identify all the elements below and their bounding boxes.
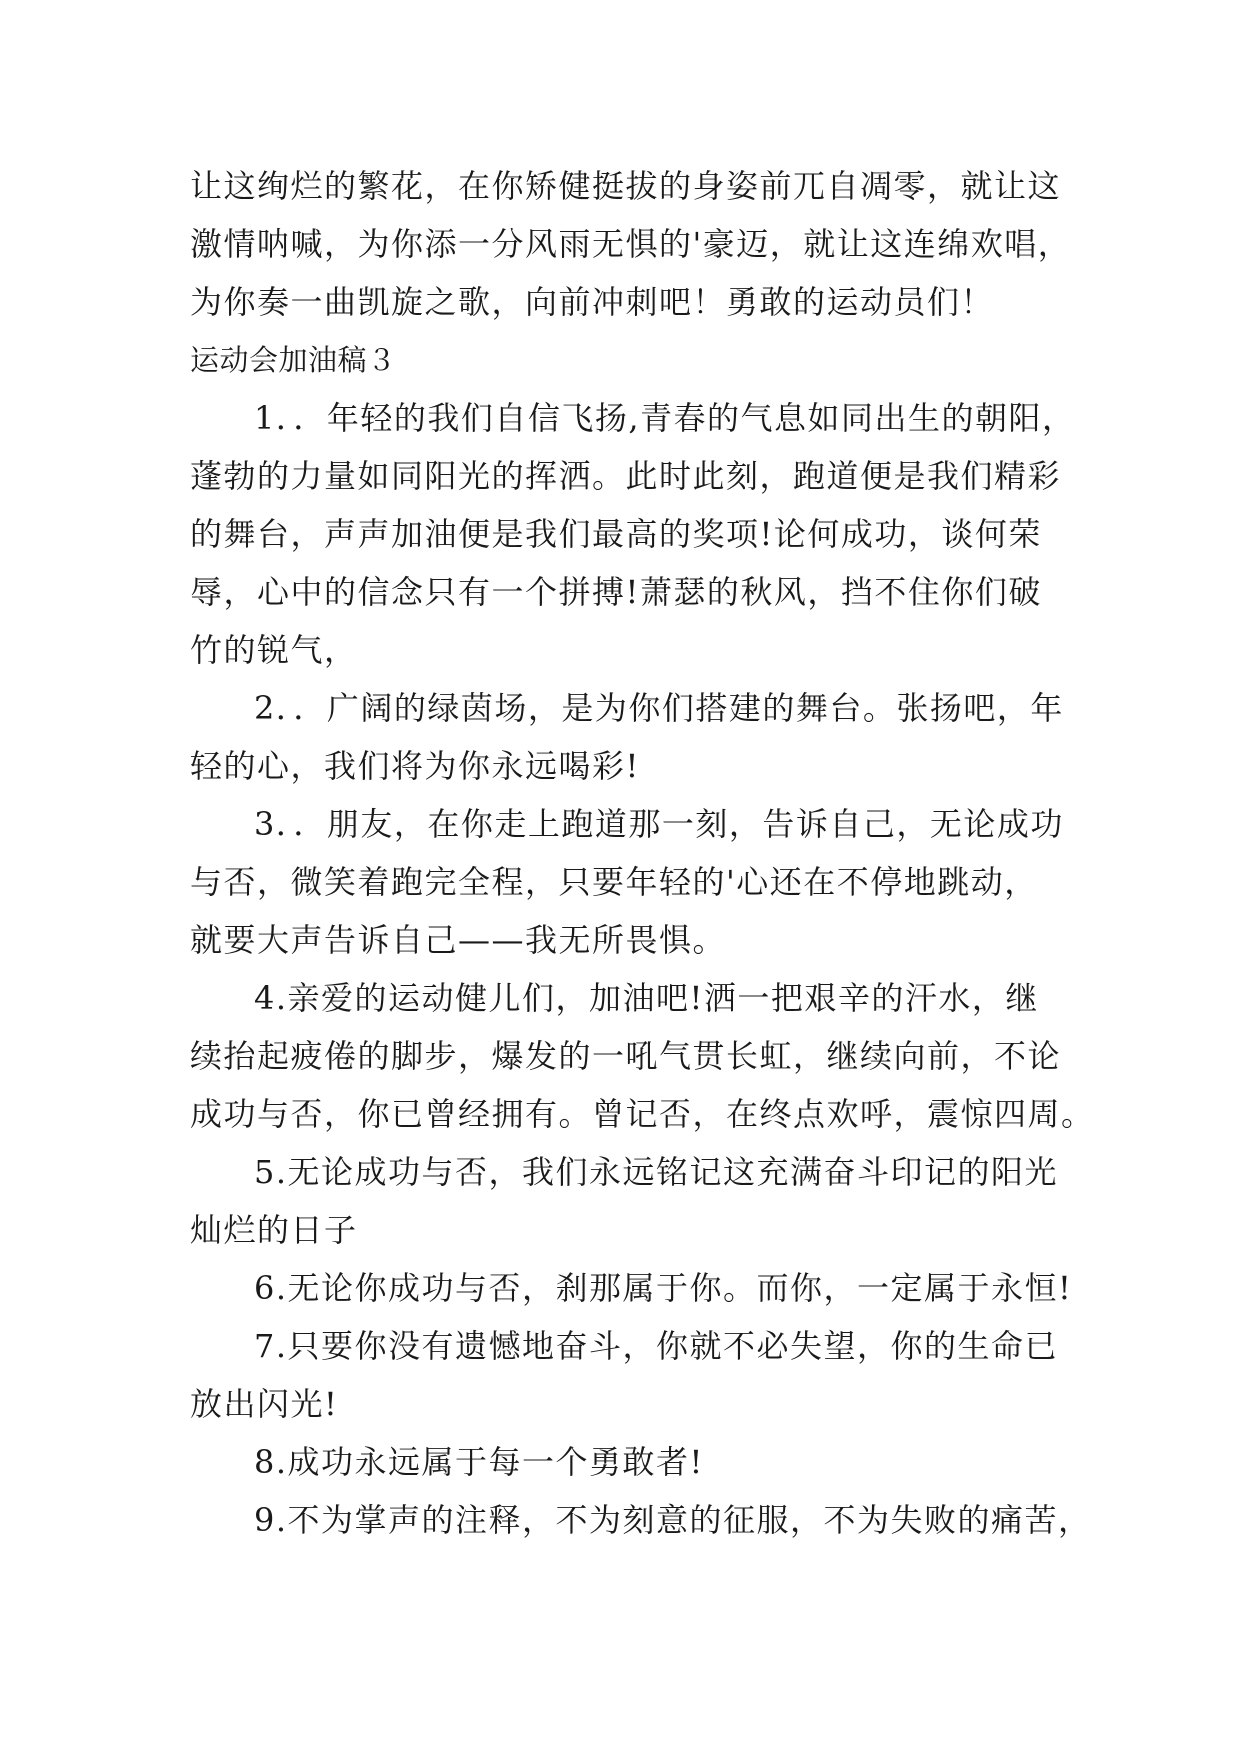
section-title: 运动会加油稿３ <box>190 343 397 377</box>
item-2-line: 2．．广阔的绿茵场，是为你们搭建的舞台。张扬吧，年 <box>254 689 1064 727</box>
item-1-line: 的舞台，声声加油便是我们最高的奖项!论何成功，谈何荣 <box>190 515 1042 553</box>
item-3-line: 与否，微笑着跑完全程，只要年轻的'心还在不停地跳动， <box>190 863 1038 901</box>
item-1-line: 辱，心中的信念只有一个拼搏!萧瑟的秋风，挡不住你们破 <box>190 573 1042 611</box>
item-4-line: 4.亲爱的运动健儿们，加油吧!洒一把艰辛的汗水，继 <box>254 979 1039 1017</box>
item-7-line: 7.只要你没有遗憾地奋斗，你就不必失望，你的生命已 <box>254 1327 1059 1365</box>
item-5-line: 灿烂的日子 <box>190 1211 358 1249</box>
intro-line: 为你奏一曲凯旋之歌，向前冲刺吧！勇敢的运动员们！ <box>190 283 995 321</box>
item-1-line: 1．．年轻的我们自信飞扬,青春的气息如同出生的朝阳， <box>254 399 1076 437</box>
item-4-line: 成功与否，你已曾经拥有。曾记否，在终点欢呼，震惊四周。 <box>190 1095 1095 1133</box>
item-3-line: 就要大声告诉自己——我无所畏惧。 <box>190 921 727 959</box>
document-body <box>190 157 1095 1549</box>
item-4-line: 续抬起疲倦的脚步，爆发的一吼气贯长虹，继续向前，不论 <box>190 1037 1062 1075</box>
item-1-line: 竹的锐气， <box>190 631 358 669</box>
item-1-line: 蓬勃的力量如同阳光的挥洒。此时此刻，跑道便是我们精彩 <box>190 457 1062 495</box>
item-7-line: 放出闪光! <box>190 1385 339 1423</box>
item-8-line: 8.成功永远属于每一个勇敢者! <box>254 1443 704 1481</box>
intro-line: 激情呐喊，为你添一分风雨无惧的'豪迈，就让这连绵欢唱， <box>190 225 1072 263</box>
intro-line: 让这绚烂的繁花，在你矫健挺拔的身姿前兀自凋零，就让这 <box>190 167 1062 205</box>
item-6-line: 6.无论你成功与否，刹那属于你。而你，一定属于永恒! <box>254 1269 1073 1307</box>
item-3-line: 3．．朋友，在你走上跑道那一刻，告诉自己，无论成功 <box>254 805 1064 843</box>
item-5-line: 5.无论成功与否，我们永远铭记这充满奋斗印记的阳光 <box>254 1153 1059 1191</box>
item-2-line: 轻的心，我们将为你永远喝彩! <box>190 747 640 785</box>
item-9-line: 9.不为掌声的注释，不为刻意的征服，不为失败的痛苦， <box>254 1501 1092 1539</box>
